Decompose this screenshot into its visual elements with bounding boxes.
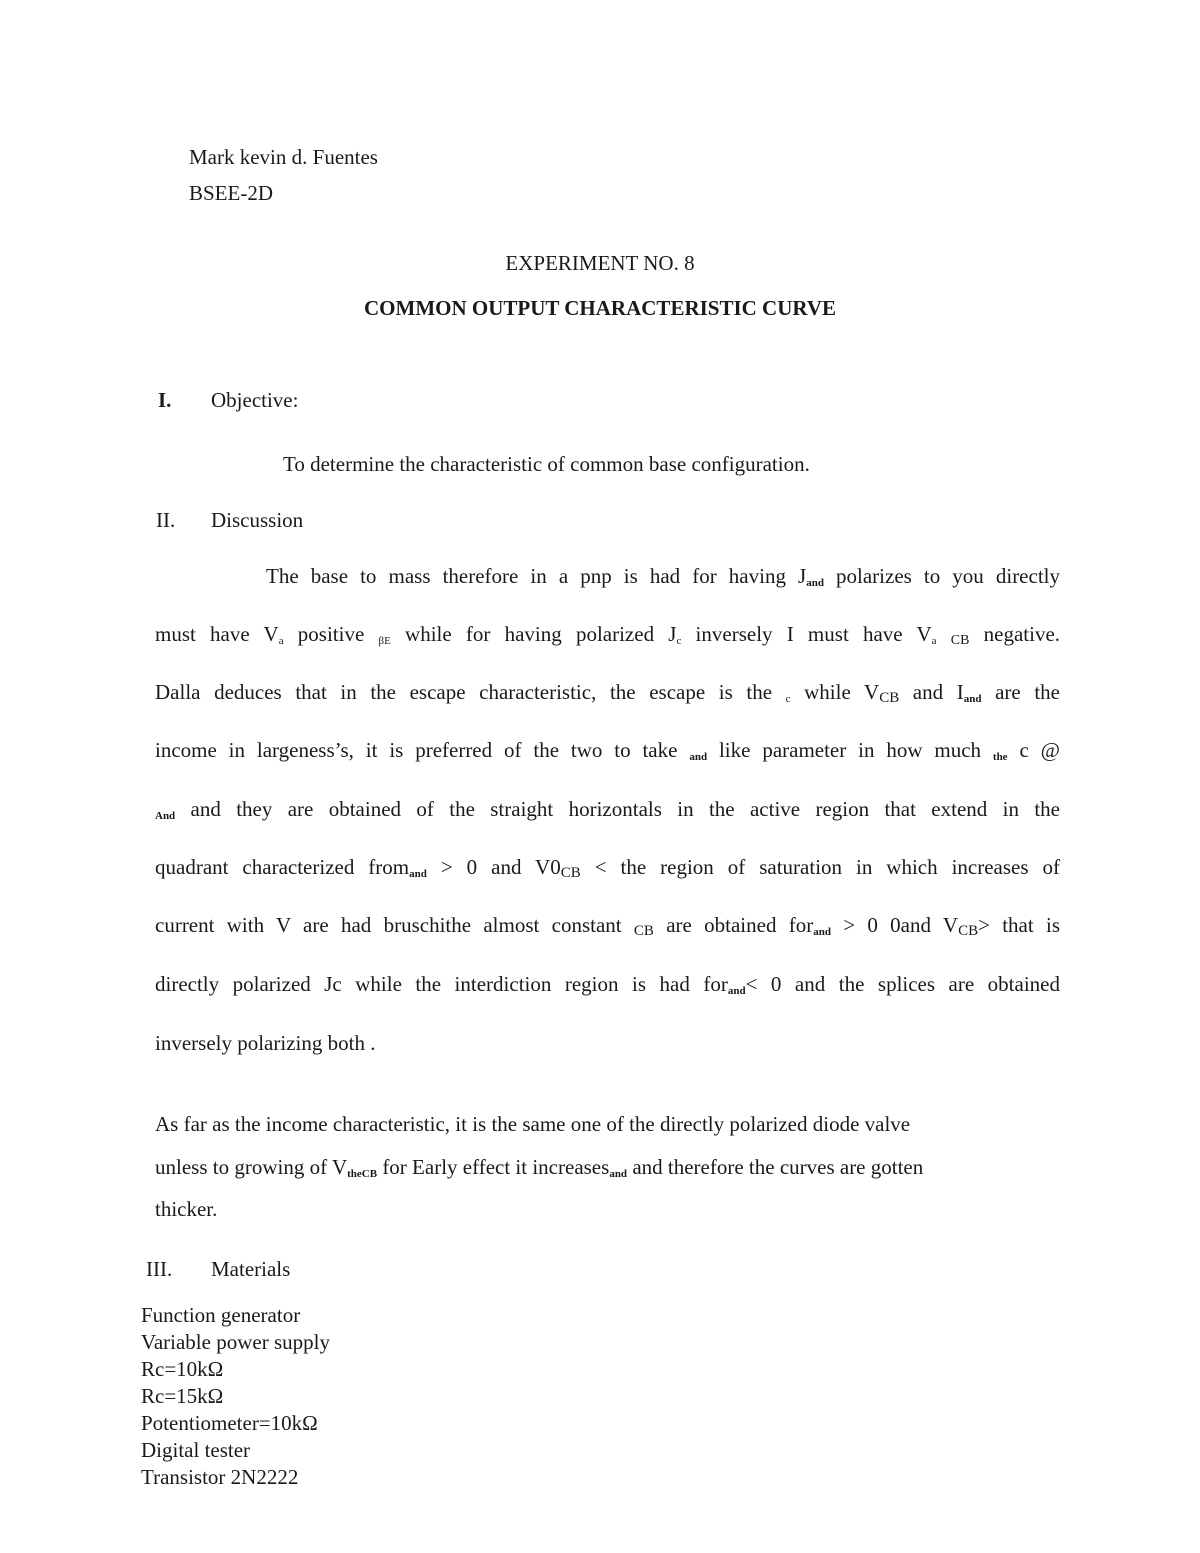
objective-text: To determine the characteristic of common base configuration. xyxy=(283,452,810,476)
objective-numeral: I. xyxy=(158,388,172,412)
discussion-line-7: current with V are had bruschithe almost constant $_{CB}$ are obtained for$_{and}$ > 0 0and $V_{CB}>$ that is xyxy=(155,913,1060,939)
experiment-title: COMMON OUTPUT CHARACTERISTIC CURVE xyxy=(364,296,836,320)
objective-heading: Objective: xyxy=(211,388,299,412)
discussion-heading: Discussion xyxy=(211,508,304,532)
author-name: Mark kevin d. Fuentes xyxy=(189,145,378,169)
discussion-line-5: $_{And}$ and they are obtained of the straight horizontals in the active region that extend in the xyxy=(155,797,1060,822)
discussion-line-9: inversely polarizing both . xyxy=(155,1031,376,1055)
discussion-line-1: The base to mass therefore in a pnp is had for having $J_{and}$ polarizes to you directly xyxy=(266,564,1060,589)
materials-item: Function generator xyxy=(141,1303,301,1327)
discussion-p2-line-2: unless to growing of $V_{theCB}$ for Early effect it increases$_{and}$ and therefore the curves are gotten xyxy=(155,1155,924,1180)
materials-item: Transistor 2N2222 xyxy=(141,1465,299,1489)
materials-item: Potentiometer=10kΩ xyxy=(141,1411,318,1435)
discussion-line-8: directly polarized Jc while the interdiction region is had for$_{and}$< 0 and the splices are obtained xyxy=(155,972,1060,997)
discussion-line-3: Dalla deduces that in the escape characteristic, the escape is the $_c$ while $V_{CB}$ and $I_{and}$ are the xyxy=(155,680,1060,706)
materials-numeral: III. xyxy=(146,1257,173,1281)
materials-item: Digital tester xyxy=(141,1438,251,1462)
discussion-p2-line-3: thicker. xyxy=(155,1197,218,1221)
discussion-p2-line-1: As far as the income characteristic, it is the same one of the directly polarized diode valve xyxy=(155,1112,911,1136)
discussion-line-6: quadrant characterized from$_{and}$ > 0 and $V0_{CB}$ < the region of saturation in which increases of xyxy=(155,855,1060,881)
discussion-numeral: II. xyxy=(156,508,176,532)
experiment-number: EXPERIMENT NO. 8 xyxy=(505,251,695,275)
materials-item: Rc=10kΩ xyxy=(141,1357,224,1381)
materials-item: Variable power supply xyxy=(141,1330,330,1354)
discussion-line-2: must have $V_a$ positive $_{\beta E}$ while for having polarized $J_c$ inversely I must have $V_a$ $_{CB}$ negative. xyxy=(155,622,1061,648)
discussion-line-4: income in largeness’s, it is preferred of the two to take $_{and}$ like parameter in how much $_{the}$ c @ xyxy=(155,738,1060,763)
author-section: BSEE-2D xyxy=(189,181,273,205)
materials-heading: Materials xyxy=(211,1257,291,1281)
materials-item: Rc=15kΩ xyxy=(141,1384,224,1408)
